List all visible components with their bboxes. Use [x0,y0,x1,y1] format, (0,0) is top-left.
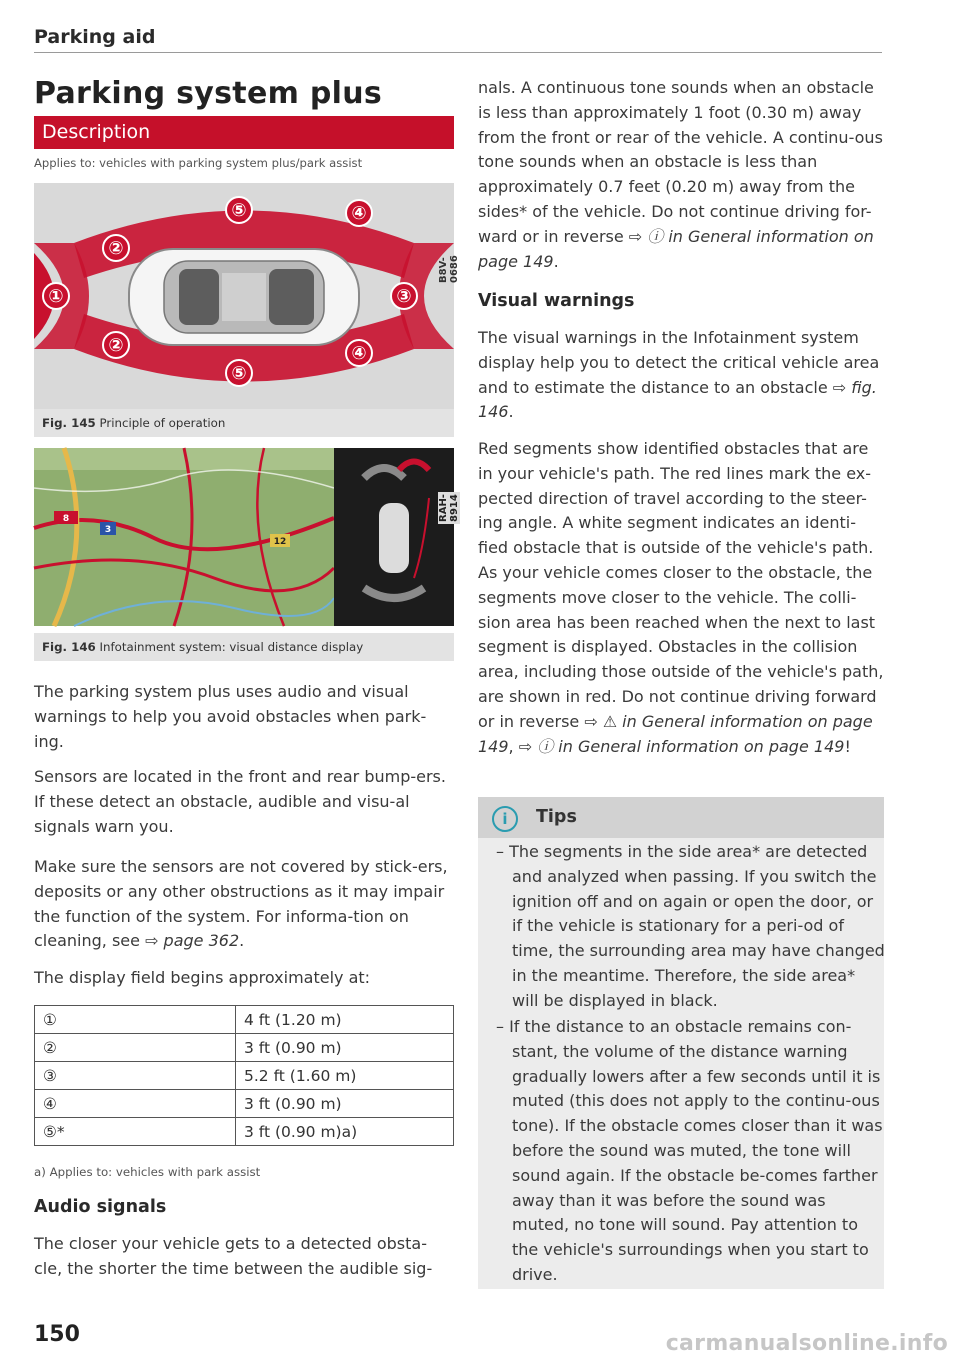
section-header: Parking aid [34,26,156,48]
road-label-12: 12 [273,537,287,547]
table-row [35,1118,454,1146]
text: , [508,736,519,756]
tips-title: Tips [536,807,577,827]
text: Red segments show identified obstacles that are in your vehicle's path. The red lines mark the ex-pected direction of travel according to the steer-ing angle. A white segment indicates an identi-fied obstacle that is outside of the vehicle's path. As your vehicle comes closer to the obstacle, the segments move closer to the vehicle. The colli-sion area has been reached when the next to last segment is displayed. Obstacles in the collision area, including those outside of the vehicle's path, are shown in red. Do not continue driving forward or in reverse [478,439,884,731]
text: . [553,251,559,271]
visual-warnings-heading: Visual warnings [478,291,635,311]
road-label-3: 3 [104,525,112,535]
marker-3-label: ③ [396,286,412,307]
figure-caption-text: Infotainment system: visual distance display [99,640,364,654]
marker-4-rear-label: ④ [351,343,367,364]
marker-5-front-label: ⑤ [231,200,247,221]
marker-2-front-label: ② [108,238,124,259]
info-icon: i [492,806,518,832]
marker-4-front-label: ④ [351,203,367,224]
table-row [35,1062,454,1090]
figure-caption-text: Principle of operation [99,416,226,430]
table-cell-value: 3 ft (0.90 m) [236,1034,454,1062]
figure-146-caption [34,633,454,661]
text: The visual warnings in the Infotainment system display help you to detect the critical vehicle area and to estimate the distance to an obstacle [478,328,880,397]
page-title: Parking system plus [34,76,383,111]
applies-note: Applies to: vehicles with parking system plus/park assist [34,156,363,170]
figure-code: RAH-8914 [438,494,460,522]
paragraph [478,437,884,759]
paragraph: Sensors are located in the front and rear bump-ers. If these detect an obstacle, audible and visu-al signals warn you. [34,767,446,836]
paragraph: The closer your vehicle gets to a detected obsta-cle, the shorter the time between the audible sig- [34,1234,433,1278]
table-cell-key: ② [35,1034,236,1062]
figure-145-caption [34,409,454,437]
paragraph [478,76,884,274]
road-label-8: 8 [62,514,70,524]
table-cell-key: ④ [35,1090,236,1118]
page-number: 150 [34,1322,80,1347]
figure-label: Fig. 146 [42,640,96,654]
table-cell-value: 3 ft (0.90 m) [236,1090,454,1118]
text: ! [844,736,851,756]
paragraph: The display field begins approximately at: [34,968,371,987]
description-bar: Description [34,116,454,149]
text: . [508,402,514,422]
paragraph [34,855,454,954]
table-cell-value: 3 ft (0.90 m)a) [236,1118,454,1146]
paragraph: The parking system plus uses audio and visual warnings to help you avoid obstacles when park-ing. [34,682,427,751]
cross-reference-link[interactable]: ⇨ page 362 [145,931,240,951]
infotainment-map-display [34,448,454,626]
table-row [35,1090,454,1118]
cross-reference-link[interactable]: ⇨ ⓘ in General information on page 149 [518,736,845,756]
table-row [35,1006,454,1034]
text: . [239,931,245,951]
figure-label: Fig. 145 [42,416,96,430]
tips-box [478,797,884,1289]
text: Make sure the sensors are not covered by stick-ers, deposits or any other obstructions as it may impair the function of the system. For informa-tion on cleaning, see [34,857,448,951]
footnote: a) Applies to: vehicles with park assist [34,1165,261,1179]
text: nals. A continuous tone sounds when an obstacle is less than approximately 1 foot (0.30 m) away from the front or rear of the vehicle. A continu-ous tone sounds when an obstacle is less than approximately 0.7 feet (0.20 m) away from the sides* of the vehicle. Do not continue driving for-ward or in reverse [478,78,883,246]
marker-5-rear-label: ⑤ [231,363,247,384]
figure-code: B8V-0686 [438,255,460,283]
table-cell-key: ③ [35,1062,236,1090]
table-cell-key: ① [35,1006,236,1034]
cross-reference-link[interactable]: ⇨ ⚠ in General information on page 149 [478,711,873,756]
car-icon [379,503,409,573]
tips-header [478,797,884,838]
parking-zones-illustration [34,183,454,409]
cross-reference-link[interactable]: ⇨ ⓘ in General information on page 149 [478,226,874,271]
watermark: carmanualsonline.info [665,1331,948,1356]
audio-signals-heading: Audio signals [34,1197,167,1217]
marker-1-label: ① [48,286,64,307]
display-field-table [34,1005,454,1146]
table-row [35,1034,454,1062]
figure-145 [34,183,460,409]
marker-2-rear-label: ② [108,335,124,356]
header-rule [34,52,882,53]
table-cell-value: 5.2 ft (1.60 m) [236,1062,454,1090]
figure-146 [34,448,460,626]
tip-item: – The segments in the side area* are detected and analyzed when passing. If you switch the ignition off and on again or open the door, or if the vehicle is stationary for a peri-od of time, the surrounding area may have changed in the meantime. Therefore, the side area* will be displayed in black. [496,842,885,1010]
cross-reference-link[interactable]: ⇨ fig. 146 [478,377,877,422]
table-cell-value: 4 ft (1.20 m) [236,1006,454,1034]
tip-item: – If the distance to an obstacle remains con-stant, the volume of the distance warning gradually lowers after a few seconds until it is muted (this does not apply to the continu-ous tone). If the obstacle comes closer than it was before the sound was muted, the tone will sound again. If the obstacle be-comes farther away than it was before the sound was muted, no tone will sound. Pay attention to the vehicle's surroundings when you start to drive. [496,1017,883,1284]
paragraph [478,326,884,425]
table-cell-key: ⑤* [35,1118,236,1146]
